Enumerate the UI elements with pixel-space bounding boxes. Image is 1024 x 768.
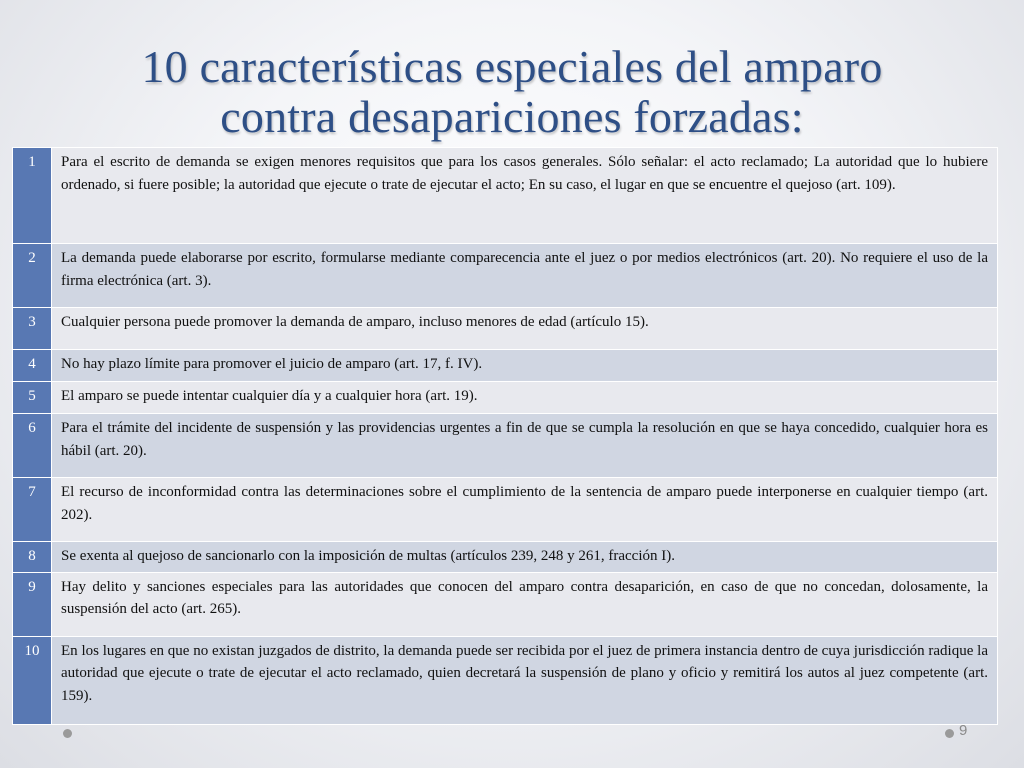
item-number: 3: [13, 308, 52, 350]
table-row: [13, 542, 998, 573]
item-text: Se exenta al quejoso de sancionarlo con la imposición de multas (artículos 239, 248 y 261, fracción I).: [52, 542, 998, 573]
item-text: Cualquier persona puede promover la demanda de amparo, incluso menores de edad (artículo 15).: [52, 308, 998, 350]
item-number: 7: [13, 478, 52, 542]
item-number: 10: [13, 636, 52, 724]
decorative-dot-right: [945, 729, 954, 738]
item-text: Para el trámite del incidente de suspensión y las providencias urgentes a fin de que se cumpla la resolución en que se haya concedido, cualquier hora es hábil (art. 20).: [52, 414, 998, 478]
table-row: [13, 350, 998, 382]
table-row: [13, 148, 998, 244]
table-row: [13, 572, 998, 636]
table-row: [13, 414, 998, 478]
item-number: 6: [13, 414, 52, 478]
table-row: [13, 308, 998, 350]
decorative-dot-left: [63, 729, 72, 738]
characteristics-table: [12, 147, 998, 725]
page-number: 9: [959, 722, 968, 739]
item-text: La demanda puede elaborarse por escrito, formularse mediante comparecencia ante el juez o por medios electrónicos (art. 20). No requiere el uso de la firma electrónica (art. 3).: [52, 244, 998, 308]
slide-title-line-1: 10 características especiales del amparo: [141, 41, 883, 92]
item-text: El recurso de inconformidad contra las determinaciones sobre el cumplimiento de la sentencia de amparo puede interponerse en cualquier tiempo (art. 202).: [52, 478, 998, 542]
item-text: Hay delito y sanciones especiales para las autoridades que conocen del amparo contra desaparición, en caso de que no concedan, dolosamente, la suspensión del acto (art. 265).: [52, 572, 998, 636]
item-text: El amparo se puede intentar cualquier día y a cualquier hora (art. 19).: [52, 382, 998, 414]
item-text: No hay plazo límite para promover el juicio de amparo (art. 17, f. IV).: [52, 350, 998, 382]
item-number: 9: [13, 572, 52, 636]
item-number: 4: [13, 350, 52, 382]
item-number: 8: [13, 542, 52, 573]
item-number: 2: [13, 244, 52, 308]
table-row: [13, 636, 998, 724]
table-row: [13, 382, 998, 414]
item-text: En los lugares en que no existan juzgados de distrito, la demanda puede ser recibida por el juez de primera instancia dentro de cuya jurisdicción radique la autoridad que ejecute o trate de ejecutar el acto reclamado, quien decretará la suspensión de plano y oficio y remitirá los autos al juez competente (art. 159).: [52, 636, 998, 724]
table-row: [13, 244, 998, 308]
item-text: Para el escrito de demanda se exigen menores requisitos que para los casos generales. Sólo señalar: el acto reclamado; La autoridad que lo hubiere ordenado, si fuere posible; la autoridad que ejecute o trate de ejecutar el acto; En su caso, el lugar en que se encuentre el quejoso (art. 109).: [52, 148, 998, 244]
table-row: [13, 478, 998, 542]
item-number: 5: [13, 382, 52, 414]
item-number: 1: [13, 148, 52, 244]
slide-title-line-2: contra desapariciones forzadas:: [220, 91, 804, 142]
slide-title: [0, 42, 1024, 142]
